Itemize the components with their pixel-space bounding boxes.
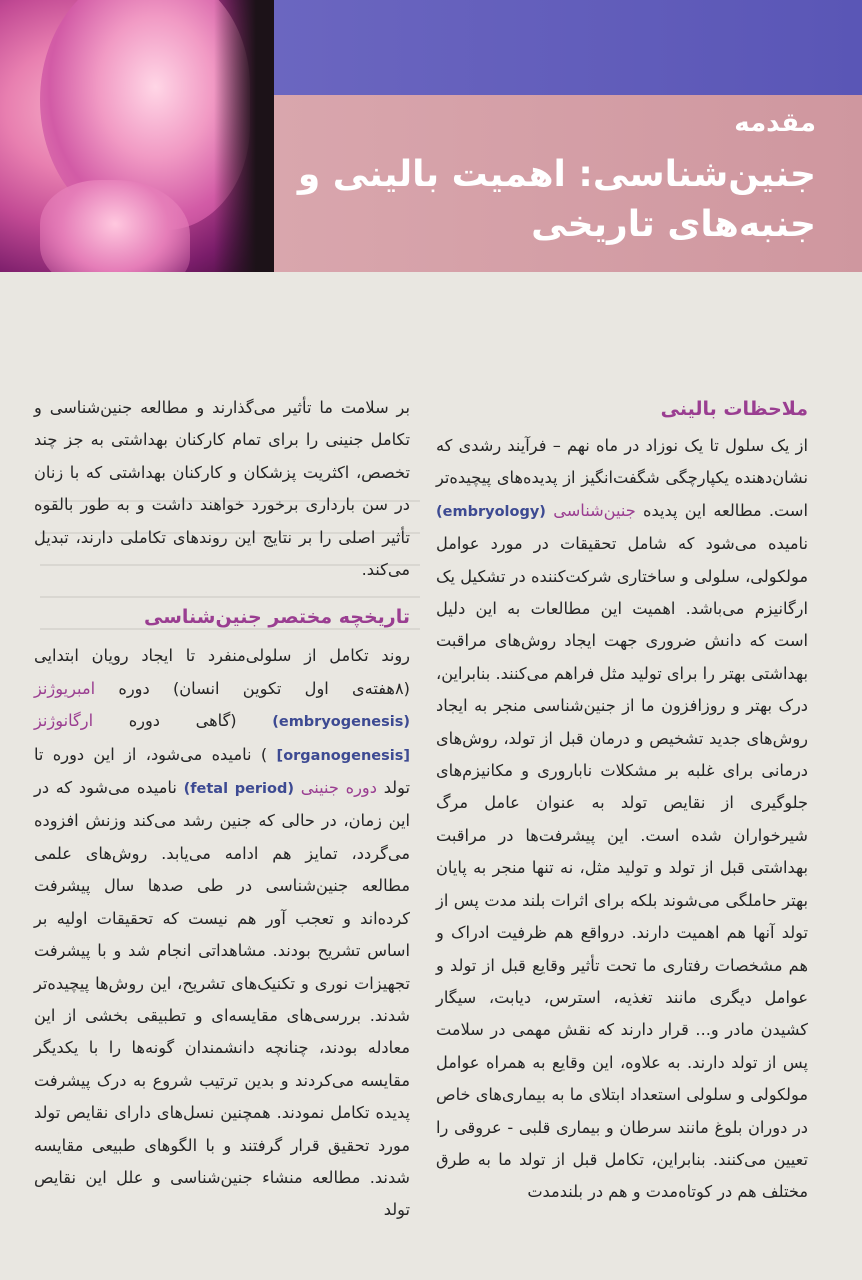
clinical-text-b: نامیده می‌شود که شامل تحقیقات در مورد عوامل مولکولی، سلولی و ساختاری شرکت‌کننده در تشکیل یک ارگانیزم می‌باشد. اهمیت این مطالعات به این دلیل است که دانش ضروری جهت ایجاد روش‌های مراقبت بهداشتی بهتر را برای تولید مثل فراهم می‌کنند. بنابراین، درک بهتر و روزافزون ما از جنین‌شناسی منجر به ایجاد روش‌های جدید تشخیص و درمان قبل از تولد، روش‌های درمانی برای غلبه بر مشکلات ناباروری و مکانیزم‌های جلوگیری از نقایص تولد به عنوان عامل مرگ شیرخواران شده است. این پیشرفت‌ها در مراقبت بهداشتی قبل از تولد و تولید مثل، نه تنها منجر به پایان بهتر حاملگی می‌شوند بلکه برای اثرات بلند مدت پس از تولد آنها هم اهمیت دارند. درواقع هم ظرفیت ادراک و هم مشخصات رفتاری ما تحت تأثیر وقایع قبل از تولد و عوامل دیگری مانند تغذیه، استرس، دیابت، سیگار کشیدن مادر و... قرار دارند که نقش مهمی در سلامت پس از تولد دارند. به علاوه، این وقایع به همراه عوامل مولکولی و سلولی استعداد ابتلای ما به بیماری‌های خاص در دوران بلوغ مانند سرطان و بیماری قلبی - عروقی را تعیین می‌کنند. بنابراین، تکامل قبل از تولد ما به طرق مختلف هم در کوتاه‌مدت و هم در بلندمدت: [436, 534, 808, 1202]
history-text-b: (گاهی دوره: [128, 711, 237, 731]
history-column: [34, 392, 410, 1227]
term-fetal-period: دوره جنینی: [300, 778, 377, 798]
history-text-d: نامیده می‌شود که در این زمان، در حالی که جنین رشد می‌کند وزنش افزوده می‌گردد، تمایز هم ادامه می‌یابد. روش‌های علمی مطالعه جنین‌شناسی در طی صدها سال پیشرفت کرده‌اند و تعجب آور هم نیست که تحقیقات اولیه بر اساس تشریح بودند. مشاهداتی انجام شد و با پیشرفت تجهیزات نوری و تکنیک‌های تشریح، این روش‌ها پیچیده‌تر شدند. بررسی‌های مقایسه‌ای و تطبیقی بخشی از این معادله بودند، چنانچه دانشمندان گونه‌ها را با یکدیگر مقایسه می‌کردند و بدین ترتیب شروع به درک پیشرفت پدیده تکامل نمودند. همچنین نسل‌های دارای نقایص تولد مورد تحقیق قرار گرفتند و با الگوهای طبیعی مقایسه شدند. مطالعه منشاء جنین‌شناسی و علل این نقایص تولد: [34, 778, 410, 1220]
history-text-c: ) نامیده می‌شود، از این دوره تا تولد: [34, 744, 410, 798]
chapter-title: جنین‌شناسی: اهمیت بالینی و جنبه‌های تاریخی: [297, 154, 816, 245]
clinical-text-a: از یک سلول تا یک نوزاد در ماه نهم – فرآیند رشدی که نشان‌دهنده یکپارچگی شگفت‌انگیز از پدیده‌های پیچیده‌تر است. مطالعه این پدیده: [436, 436, 808, 520]
term-embryogenesis: امبریوژنز: [34, 678, 96, 698]
term-fetal-period-en: (fetal period): [183, 781, 295, 798]
term-embryology-en: (embryology): [436, 503, 546, 520]
term-organogenesis-en: [organogenesis]: [276, 747, 410, 764]
history-text-a: روند تکامل از سلولی‌منفرد تا ایجاد رویان ابتدایی (۸هفته‌ی اول تکوین انسان) دوره: [34, 646, 410, 698]
term-embryogenesis-en: (embryogenesis): [272, 714, 410, 731]
header-purple-band: [274, 0, 862, 95]
fetus-photo: [0, 0, 274, 272]
continuation-paragraph: بر سلامت ما تأثیر می‌گذارند و مطالعه جنین‌شناسی و تکامل جنینی را برای تمام کارکنان بهداشتی به جز چند تخصص، اکثریت پزشکان و کارکنان بهداشتی که با زنان در سن بارداری برخورد خواهند داشت و به طور بالقوه تأثیر اصلی را بر نتایج این روندهای تکاملی دارند، تبدیل می‌کند.: [34, 398, 410, 580]
clinical-considerations-column: [436, 392, 808, 1209]
clinical-paragraph: [436, 430, 808, 1209]
clinical-heading: ملاحظات بالینی: [660, 398, 808, 420]
photo-shadow: [214, 0, 274, 272]
history-paragraph: [34, 640, 410, 1226]
term-organogenesis: ارگانوژنز: [34, 711, 94, 731]
term-embryology: جنین‌شناسی: [553, 500, 636, 520]
history-heading: تاریخچه مختصر جنین‌شناسی: [143, 606, 410, 629]
section-label: مقدمه: [734, 108, 816, 138]
